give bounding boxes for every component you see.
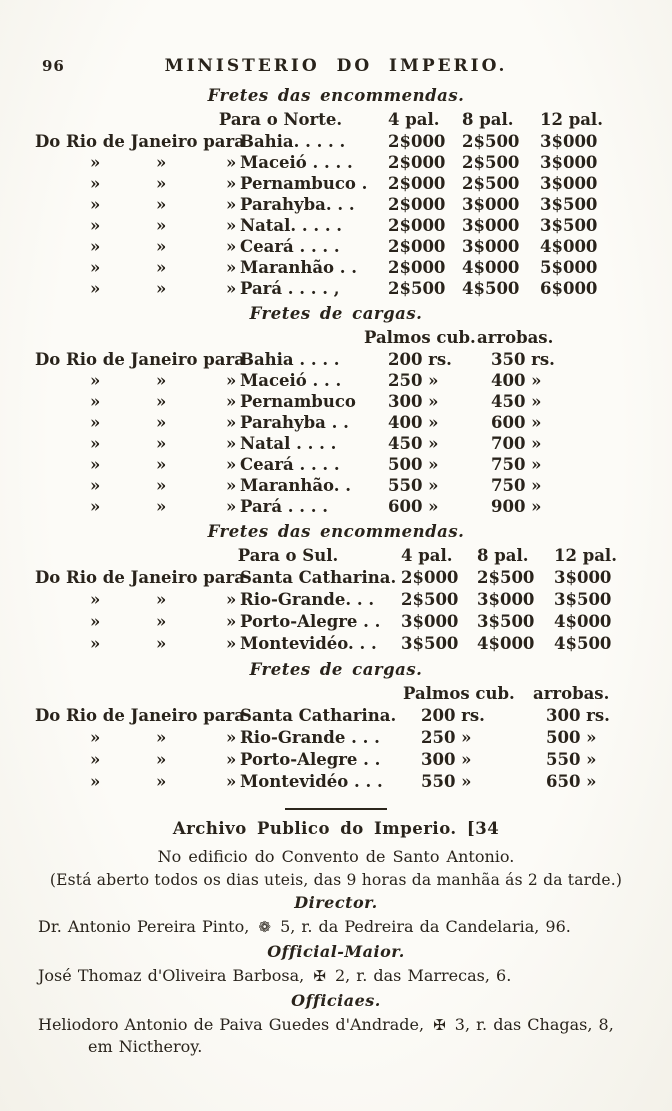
rate-value: 550 » [421,772,472,791]
rate-value: 250 » [388,371,439,390]
fare-value: 3$000 [477,590,535,609]
table-row [0,194,672,215]
fare-value: 2$000 [388,216,446,235]
ditto-mark: » [90,728,101,747]
fare-value: 4$500 [554,634,612,653]
column-header: Palmos cub. [403,684,515,703]
destination: Parahyba. . . [240,195,355,214]
fare-value: 3$000 [462,237,520,256]
column-header: 4 pal. [401,546,453,565]
ditto-mark: » [226,590,237,609]
origin-ditto-marks [33,771,238,793]
rate-value: 600 » [388,497,439,516]
table-row [0,454,672,475]
archive-title [0,819,672,838]
table-row [0,705,672,727]
ditto-mark: » [90,634,101,653]
column-header: 8 pal. [477,546,529,565]
destination: Ceará . . . . [240,455,340,474]
ditto-mark: » [226,434,237,453]
ditto-mark: » [156,728,167,747]
ditto-mark: » [156,371,167,390]
fare-value: 3$000 [554,568,612,587]
rate-value: 450 » [491,392,542,411]
table-title: Fretes de cargas. [249,660,423,679]
freight-table-cargas-south [0,660,672,793]
origin-ditto-marks [33,278,238,299]
freight-table-encommendas-south [0,522,672,655]
fare-value: 2$500 [462,132,520,151]
destination: Pernambuco . [240,174,368,193]
table-row [0,611,672,633]
ditto-mark: » [90,279,101,298]
fare-value: 4$000 [540,237,598,256]
ditto-mark: » [156,153,167,172]
origin-ditto-marks [33,215,238,236]
origin-ditto-marks [33,633,238,655]
staff-address: 3, r. das Chagas, 8, [448,1015,614,1034]
destination: Pará . . . . , [240,279,340,298]
fare-value: 3$000 [540,174,598,193]
fare-value: 2$000 [388,237,446,256]
destination: Montevidéo. . . [240,634,377,653]
fare-value: 3$500 [401,634,459,653]
table-row [0,370,672,391]
table-title: Fretes das encommendas. [207,86,465,105]
cross-insignia-icon: ✠ [433,1016,446,1034]
column-header: arrobas. [477,328,554,347]
ditto-mark: » [156,279,167,298]
rate-value: 600 » [491,413,542,432]
freight-table-cargas-north [0,304,672,517]
table-row [0,496,672,517]
fare-value: 3$500 [540,195,598,214]
staff-role-heading: Director. [294,893,378,912]
ditto-mark: » [90,371,101,390]
table-row [0,152,672,173]
rate-value: 500 » [388,455,439,474]
origin-ditto-marks [33,727,238,749]
rate-value: 650 » [546,772,597,791]
ditto-mark: » [156,434,167,453]
origin-ditto-marks [33,611,238,633]
origin-label: Do Rio de Janeiro para [35,132,245,151]
table-row [0,412,672,433]
column-header: 4 pal. [388,110,440,129]
destination: Rio-Grande . . . [240,728,380,747]
ditto-mark: » [90,258,101,277]
ditto-mark: » [156,590,167,609]
rate-value: 300 rs. [546,706,610,725]
staff-entry [0,965,672,987]
ditto-mark: » [156,497,167,516]
table-header-row [0,544,672,567]
fare-value: 2$000 [388,153,446,172]
table-row [0,433,672,454]
fare-value: 4$000 [477,634,535,653]
ditto-mark: » [90,237,101,256]
origin-ditto-marks [33,496,238,517]
rate-value: 700 » [491,434,542,453]
fare-value: 4$500 [462,279,520,298]
origin-ditto-marks [33,152,238,173]
ditto-mark: » [156,195,167,214]
rate-value: 250 » [421,728,472,747]
freight-tables [0,86,672,793]
rate-value: 550 » [388,476,439,495]
destination: Porto-Alegre . . [240,612,381,631]
staff-entry [0,1014,672,1036]
fare-value: 2$000 [401,568,459,587]
origin-ditto-marks [33,257,238,278]
ditto-mark: » [90,476,101,495]
origin-ditto-marks [33,194,238,215]
destination: Natal . . . . [240,434,337,453]
page-number: 96 [42,57,65,75]
rate-value: 900 » [491,497,542,516]
table-row [0,391,672,412]
fare-value: 3$500 [554,590,612,609]
table-header-row [0,108,672,131]
staff-role-heading: Official-Maior. [267,942,405,961]
ditto-mark: » [226,237,237,256]
archive-title-text: Archivo Publico do Imperio. [172,819,457,838]
column-header: 12 pal. [554,546,617,565]
ditto-mark: » [226,612,237,631]
page-title: MINISTERIO DO IMPERIO. [164,56,508,76]
ditto-mark: » [90,772,101,791]
staff-address: 5, r. da Pedreira da Candelaria, 96. [273,917,571,936]
ditto-mark: » [226,174,237,193]
fare-value: 2$500 [462,153,520,172]
ditto-mark: » [226,195,237,214]
ditto-mark: » [90,455,101,474]
destination: Bahia. . . . . [240,132,346,151]
table-header-row [0,682,672,705]
destination: Rio-Grande. . . [240,590,375,609]
table-row [0,771,672,793]
staff-entry [0,916,672,938]
ditto-mark: » [90,750,101,769]
destination: Montevidéo . . . [240,772,383,791]
fare-value: 4$000 [462,258,520,277]
table-row [0,215,672,236]
archive-section [0,808,672,1058]
table-row [0,633,672,655]
destination: Santa Catharina. [240,706,397,725]
destination: Maceió . . . [240,371,342,390]
ditto-mark: » [156,174,167,193]
ditto-mark: » [90,195,101,214]
rosette-insignia-icon: ❁ [258,918,271,936]
origin-ditto-marks [33,749,238,771]
ditto-mark: » [226,634,237,653]
destination: Parahyba . . [240,413,349,432]
fare-value: 2$500 [462,174,520,193]
cross-insignia-icon: ✠ [313,967,326,985]
table-row [0,131,672,152]
origin-ditto-marks [33,475,238,496]
origin-label: Do Rio de Janeiro para [35,706,245,725]
table-row [0,257,672,278]
ditto-mark: » [156,476,167,495]
ditto-mark: » [156,634,167,653]
rate-value: 450 » [388,434,439,453]
column-header: 8 pal. [462,110,514,129]
table-row [0,278,672,299]
fare-value: 2$500 [477,568,535,587]
origin-ditto-marks [33,236,238,257]
rate-value: 300 » [421,750,472,769]
ditto-mark: » [90,612,101,631]
destination: Maranhão . . [240,258,358,277]
fare-value: 3$000 [462,195,520,214]
table-row [0,173,672,194]
rate-value: 550 » [546,750,597,769]
fare-value: 3$000 [462,216,520,235]
ditto-mark: » [90,216,101,235]
origin-ditto-marks [33,370,238,391]
ditto-mark: » [156,413,167,432]
origin-ditto-marks [33,454,238,475]
rate-value: 300 » [388,392,439,411]
fare-value: 5$000 [540,258,598,277]
table-row [0,475,672,496]
fare-value: 4$000 [554,612,612,631]
ditto-mark: » [156,258,167,277]
table-row [0,236,672,257]
origin-ditto-marks [33,412,238,433]
ditto-mark: » [226,258,237,277]
ditto-mark: » [156,750,167,769]
ditto-mark: » [226,728,237,747]
destination: Natal. . . . . [240,216,343,235]
archive-staff-list [0,893,672,1058]
destination: Ceará . . . . [240,237,340,256]
staff-entry-continuation: em Nictheroy. [88,1037,203,1056]
origin-label: Do Rio de Janeiro para [35,350,245,369]
table-title: Fretes das encommendas. [207,522,465,541]
destination: Santa Catharina. [240,568,397,587]
route-label: Para o Sul. [237,546,339,565]
fare-value: 2$000 [388,174,446,193]
staff-role-heading: Officiaes. [291,991,381,1010]
ditto-mark: » [90,413,101,432]
rate-value: 750 » [491,455,542,474]
rate-value: 200 rs. [388,350,452,369]
column-header: Palmos cub. [364,328,476,347]
fare-value: 2$500 [401,590,459,609]
origin-ditto-marks [33,173,238,194]
destination: Maranhão. . [240,476,351,495]
column-header: 12 pal. [540,110,603,129]
fare-value: 3$500 [540,216,598,235]
archive-address: No edificio do Convento de Santo Antonio. [157,847,515,866]
fare-value: 3$000 [540,132,598,151]
ditto-mark: » [156,772,167,791]
page-header-row [0,56,672,80]
ditto-mark: » [156,216,167,235]
staff-address: 2, r. das Marrecas, 6. [328,966,512,985]
route-label: Para o Norte. [218,110,343,129]
table-row [0,749,672,771]
origin-label: Do Rio de Janeiro para [35,568,245,587]
rate-value: 400 » [388,413,439,432]
ditto-mark: » [226,476,237,495]
fare-value: 3$000 [401,612,459,631]
ditto-mark: » [226,279,237,298]
table-row [0,349,672,370]
table-row [0,727,672,749]
section-divider-rule [285,808,387,810]
ditto-mark: » [156,612,167,631]
destination: Porto-Alegre . . [240,750,381,769]
header-spacer [33,682,403,705]
staff-name: Heliodoro Antonio de Paiva Guedes d'Andrade, [38,1015,431,1034]
rate-value: 750 » [491,476,542,495]
ditto-mark: » [90,392,101,411]
staff-name: Dr. Antonio Pereira Pinto, [38,917,256,936]
ditto-mark: » [226,392,237,411]
ditto-mark: » [226,216,237,235]
table-header-row [0,326,672,349]
ditto-mark: » [226,413,237,432]
ditto-mark: » [156,237,167,256]
ditto-mark: » [226,455,237,474]
ditto-mark: » [226,497,237,516]
fare-value: 2$500 [388,279,446,298]
destination: Bahia . . . . [240,350,340,369]
rate-value: 400 » [491,371,542,390]
ditto-mark: » [90,153,101,172]
table-title: Fretes de cargas. [249,304,423,323]
destination: Pará . . . . [240,497,328,516]
fare-value: 3$500 [477,612,535,631]
rate-value: 200 rs. [421,706,485,725]
ditto-mark: » [90,590,101,609]
fare-value: 3$000 [540,153,598,172]
destination: Maceió . . . . [240,153,353,172]
rate-value: 350 rs. [491,350,555,369]
ditto-mark: » [90,174,101,193]
freight-table-encommendas-north [0,86,672,299]
column-header: arrobas. [533,684,610,703]
ditto-mark: » [90,434,101,453]
destination: Pernambuco [240,392,356,411]
archive-opening-hours: (Está aberto todos os dias uteis, das 9 horas da manhãa ás 2 da tarde.) [49,871,623,889]
fare-value: 2$000 [388,258,446,277]
ditto-mark: » [90,497,101,516]
table-row [0,589,672,611]
ditto-mark: » [226,153,237,172]
ditto-mark: » [156,455,167,474]
ditto-mark: » [156,392,167,411]
rate-value: 500 » [546,728,597,747]
table-row [0,567,672,589]
ditto-mark: » [226,772,237,791]
ditto-mark: » [226,371,237,390]
fare-value: 2$000 [388,195,446,214]
ditto-mark: » [226,750,237,769]
origin-ditto-marks [33,589,238,611]
origin-ditto-marks [33,433,238,454]
header-spacer [33,326,364,349]
origin-ditto-marks [33,391,238,412]
fare-value: 6$000 [540,279,598,298]
fare-value: 2$000 [388,132,446,151]
staff-name: José Thomaz d'Oliveira Barbosa, [38,966,311,985]
archive-signature-mark: [34 [466,819,500,838]
